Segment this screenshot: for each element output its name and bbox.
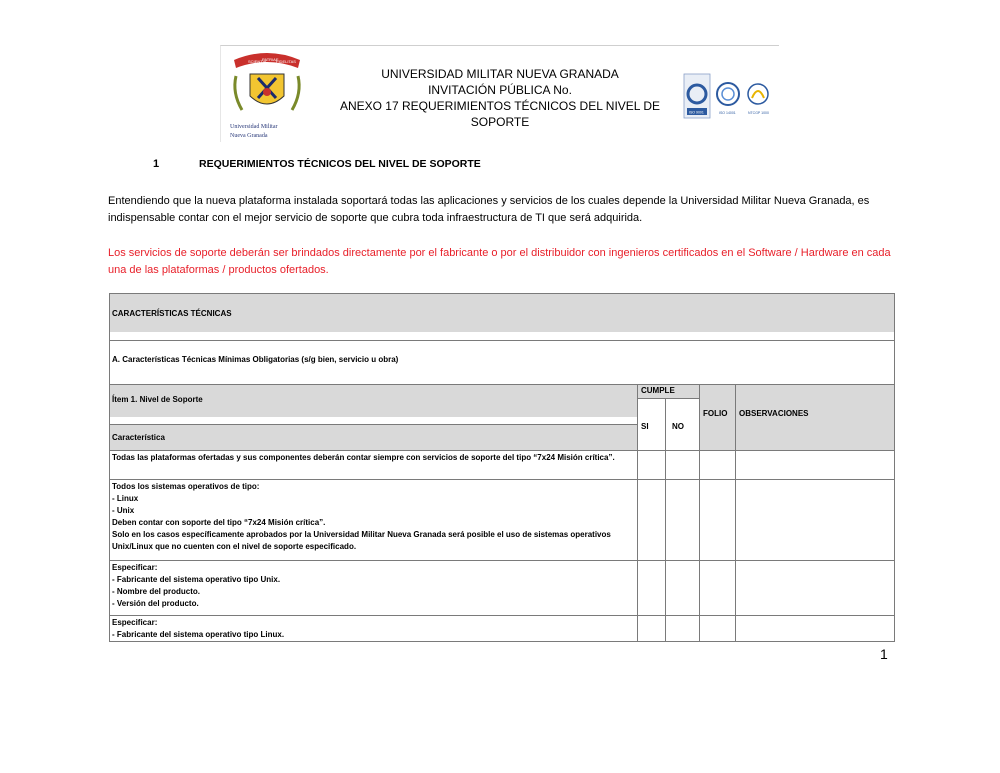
title-line-4: SOPORTE [470, 115, 530, 129]
title-line-2: INVITACIÓN PÚBLICA No. [428, 83, 572, 97]
table-observaciones-header: OBSERVACIONES [736, 385, 894, 450]
section-title: REQUERIMIENTOS TÉCNICOS DEL NIVEL DE SOPORTE [199, 158, 481, 170]
section-number: 1 [153, 158, 160, 170]
title-line-1: UNIVERSIDAD MILITAR NUEVA GRANADA [381, 67, 619, 81]
cert-2-text: ISO 14001 [719, 111, 736, 115]
table-header-caracteristicas: CARACTERÍSTICAS TÉCNICAS [110, 294, 894, 332]
logo-name-1: Universidad Militar [230, 124, 278, 130]
requirements-table [109, 293, 895, 642]
table-caracteristica-label: Característica [110, 425, 637, 450]
cert-1-text: ISO 9001 [689, 110, 704, 115]
logo-name-2: Nueva Granada [230, 133, 268, 139]
intro-paragraph: Entendiendo que la nueva plataforma instalada soportará todas las aplicaciones y servicios de los cuales depende la Universidad Militar Nueva Granada, es indispensable contar con el mejor servicio de soporte que cubra toda infraestructura de TI que será adquirida. [108, 195, 870, 224]
table-section-a: A. Características Técnicas Mínimas Obligatorias (s/g bien, servicio u obra) [112, 355, 399, 364]
table-row: Todas las plataformas ofertadas y sus componentes deberán contar siempre con servicios de soporte del tipo “7x24 Misión crítica”. [112, 453, 615, 462]
table-cumple-header: CUMPLE [638, 385, 699, 398]
table-row: Especificar: - Fabricante del sistema operativo tipo Linux. [112, 618, 285, 639]
cert-3-text: NTCGP 1000 [748, 111, 769, 115]
page-number: 1 [880, 646, 888, 662]
certification-logos [682, 72, 774, 120]
document-title [330, 66, 670, 130]
logo-motto-3: FIDELITAS [276, 59, 296, 64]
table-no-header: NO [672, 422, 684, 431]
table-si-header: SI [641, 422, 649, 431]
university-logo [228, 48, 306, 140]
table-item-label: Ítem 1. Nivel de Soporte [110, 385, 637, 417]
table-folio-header: FOLIO [700, 385, 735, 450]
table-row: Especificar: - Fabricante del sistema operativo tipo Unix. - Nombre del producto. - Versión del producto. [112, 563, 281, 608]
title-line-3: ANEXO 17 REQUERIMIENTOS TÉCNICOS DEL NIVEL DE [339, 99, 661, 113]
notice-paragraph: Los servicios de soporte deberán ser brindados directamente por el fabricante o por el distribuidor con ingenieros certificados en el Software / Hardware en cada una de las plataformas / productos ofertados. [108, 247, 891, 276]
table-row: Todos los sistemas operativos de tipo: - Linux - Unix Deben contar con soporte del tipo “7x24 Misión crítica”. Solo en los casos específicamente aprobados por la Universidad Militar Nueva Granada será posible el uso de sistemas operativos Unix/Linux que no cuenten con el nivel de soporte especificado. [112, 482, 611, 551]
logo-motto-2: PATRIAE [262, 57, 279, 62]
logo-motto-1: SCIENTIA [248, 59, 267, 64]
